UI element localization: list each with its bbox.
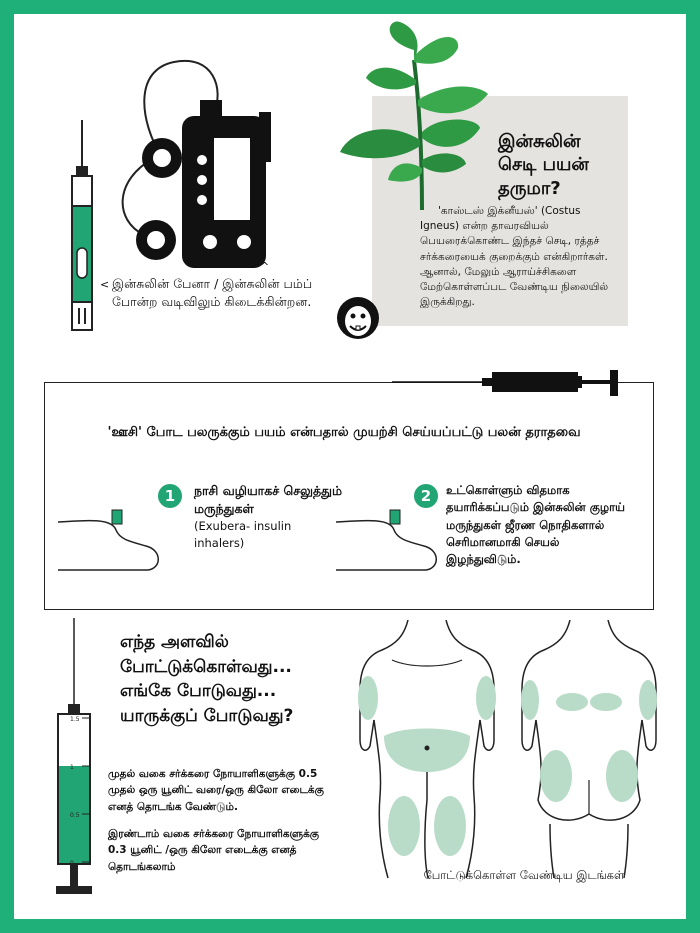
item-2-text: உட்கொள்ளும் விதமாக தயாரிக்கப்படும் இன்சுலின் குழாய் மருந்துகள் ஜீரண நொதிகளால் செரிமானமாகி செயல் இழந்துவிடும். (446, 483, 625, 566)
syringe-tick-label: 1 (70, 764, 74, 771)
syringe-tick-label: 1.5 (70, 716, 80, 723)
syringe-tick-label: 0.5 (70, 812, 80, 819)
type1-dosage: முதல் வகை சர்க்கரை நோயாளிகளுக்கு 0.5 முதல் ஒரு யூனிட் வரை/ஒரு கிலோ எடைக்கு எனத் தொடங்க வேண்டும். (108, 768, 324, 813)
mascot-face-icon (336, 294, 380, 342)
plant-body: 'காஸ்டஸ் இக்னீயஸ்' (Costus Igneus) என்ற தாவரவியல் பெயரைக்கொண்ட இந்தச் செடி, ரத்தச் சர்க்கரையைக் குறைக்கும் என்கிறார்கள். ஆனால், மேலும் ஆராய்ச்சிகளை மேற்கொள்ளப்பட வேண்டிய நிலையில் இருக்கிறது. (420, 205, 609, 309)
injection-sites-caption: போட்டுக்கொள்ள வேண்டிய இடங்கள் (423, 868, 625, 882)
failed-methods-heading: 'ஊசி' போட பலருக்கும் பயம் என்பதால் முயற்சி செய்யப்பட்டு பலன் தராதவை (107, 425, 581, 440)
body-front-figure (352, 620, 502, 880)
infographic-page (14, 14, 686, 919)
type2-dosage: இரண்டாம் வகை சர்க்கரை நோயாளிகளுக்கு 0.3 யூனிட் /ஒரு கிலோ எடைக்கு எனத் தொடங்கலாம் (108, 828, 320, 873)
syringe-vertical-icon (44, 618, 104, 904)
item-1-number: 1 (158, 484, 182, 508)
dosage-heading: எந்த அளவில் போட்டுக்கொள்வது... எங்கே போடுவது... யாருக்குப் போடுவது? (120, 632, 294, 726)
oral-insulin-icon (336, 502, 446, 572)
item-1-text: நாசி வழியாகச் செலுத்தும் மருந்துகள் (194, 483, 343, 517)
nose-inhaler-icon (58, 502, 168, 572)
body-back-figure (514, 620, 664, 880)
pump-marker: ^ (260, 260, 270, 273)
plant-title: இன்சுலின் செடி பயன் தருமா? (498, 131, 589, 199)
syringe-tick-label: 0 (70, 860, 74, 867)
pen-marker: < (100, 278, 110, 291)
pen-pump-caption: இன்சுலின் பேனா / இன்சுலின் பம்ப் போன்ற வடிவிலும் கிடைக்கின்றன. (112, 276, 313, 309)
insulin-pen-icon (64, 120, 100, 340)
syringe-horizontal-icon (392, 370, 632, 398)
item-1-sub: (Exubera- insulin inhalers) (194, 519, 292, 550)
insulin-pump-icon (114, 50, 284, 280)
item-2-number: 2 (414, 484, 438, 508)
